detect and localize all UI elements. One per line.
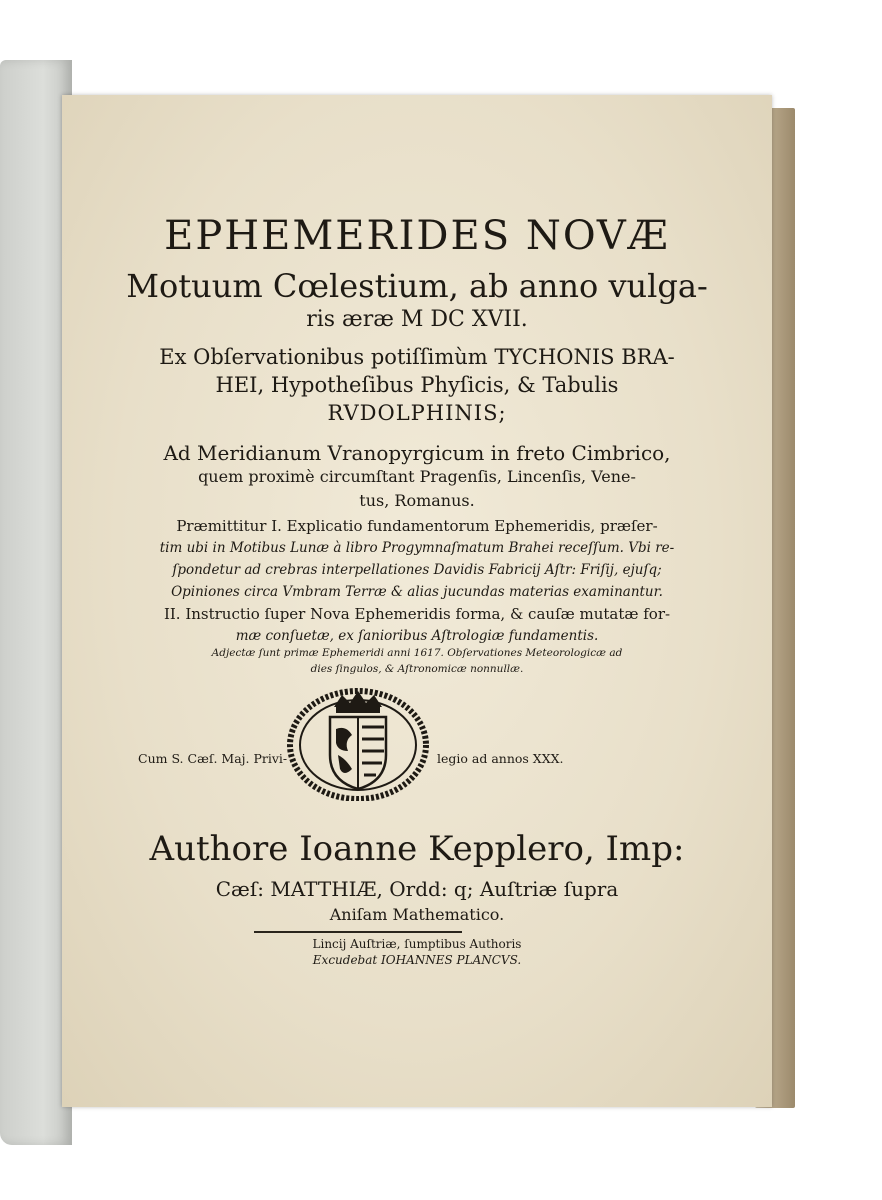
observation-line-3: RVDOLPHINIS; xyxy=(327,401,507,425)
title-page xyxy=(62,95,772,1107)
imprint-line-1: Lincij Auſtriæ, ſumptibus Authoris xyxy=(312,937,522,951)
adjectae-line-2: dies ſingulos, & Aſtronomicæ nonnullæ. xyxy=(310,663,524,675)
praemittitur-line-1: Præmittitur I. Explicatio fundamentorum Ephemeridis, præſer- xyxy=(176,517,658,535)
meridian-line-1: Ad Meridianum Vranopyrgicum in freto Cimbrico, xyxy=(163,441,671,465)
observation-line-1: Ex Obſervationibus potiſſimùm TYCHONIS BRA- xyxy=(159,345,675,369)
author-line-1: Authore Ioanne Kepplero, Imp: xyxy=(149,829,685,869)
praemittitur-line-5: II. Instructio ſuper Nova Ephemeridis forma, & cauſæ mutatæ for- xyxy=(163,605,671,623)
privilege-right: legio ad annos XXX. xyxy=(437,751,564,766)
praemittitur-line-2: tim ubi in Motibus Lunæ à libro Progymnaſmatum Brahei receſſum. Vbi re- xyxy=(159,540,675,556)
praemittitur-line-3: ſpondetur ad crebras interpellationes Davidis Fabricij Aſtr: Friſij, ejuſq; xyxy=(172,562,662,578)
privilege-left: Cum S. Cæſ. Maj. Privi- xyxy=(138,751,288,766)
title-line-3: ris æræ M DC XVII. xyxy=(306,307,528,332)
author-line-3: Aniſam Mathematico. xyxy=(329,905,505,924)
praemittitur-block xyxy=(62,515,772,647)
meridian-line-2: quem proximè circumſtant Pragenſis, Lincenſis, Vene- xyxy=(198,467,636,486)
imprint-line-2: Excudebat IOHANNES PLANCVS. xyxy=(312,953,522,967)
coat-of-arms-seal xyxy=(286,685,430,801)
meridian-line-3: tus, Romanus. xyxy=(359,491,475,510)
title-line-2: Motuum Cœlestium, ab anno vulga- xyxy=(126,267,708,305)
praemittitur-line-6: mæ conſuetæ, ex ſanioribus Aſtrologiæ fundamentis. xyxy=(235,628,599,644)
title-line-1: EPHEMERIDES NOVÆ xyxy=(164,213,670,259)
author-line-2: Cæſ: MATTHIÆ, Ordd: q; Auſtriæ ſupra xyxy=(215,877,619,901)
adjectae-line-1: Adjectæ ſunt primæ Ephemeridi anni 1617. Obſervationes Meteorologicæ ad xyxy=(211,647,623,659)
praemittitur-line-4: Opiniones circa Vmbram Terræ & alias jucundas materias examinantur. xyxy=(171,584,663,600)
imprint-rule xyxy=(254,931,462,933)
observation-line-2: HEI, Hypotheſibus Phyſicis, & Tabulis xyxy=(215,373,619,397)
